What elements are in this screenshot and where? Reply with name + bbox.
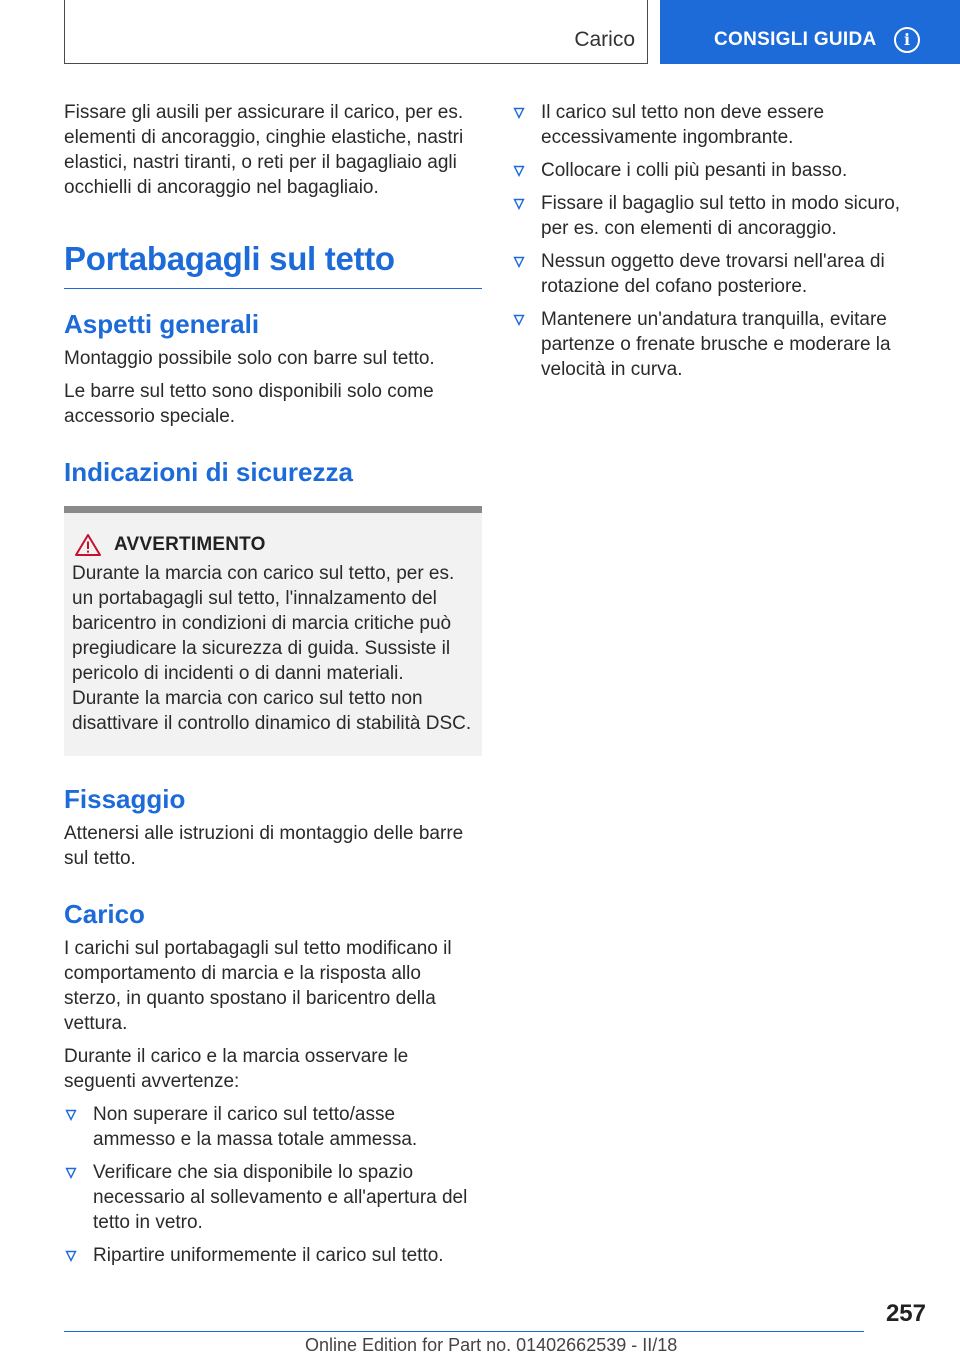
list-item [512,307,932,382]
warning-triangle-icon [74,533,102,557]
list-item [512,100,932,150]
bullet-text: Fissare il bagaglio sul tetto in modo sicuro, per es. con elementi di ancoraggio. [541,193,901,239]
warning-box [64,506,482,756]
bullet-triangle-icon [513,198,525,210]
bullet-text: Ripartire uniformemente il carico sul tetto. [93,1245,444,1266]
bullet-triangle-icon [513,165,525,177]
list-item [512,191,932,241]
bullet-triangle-icon [65,1109,77,1121]
fixing-paragraph: Attenersi alle istruzioni di montaggio delle barre sul tetto. [64,823,464,869]
bullet-triangle-icon [65,1250,77,1262]
bullet-triangle-icon [513,314,525,326]
bullet-triangle-icon [513,256,525,268]
bullet-text: Non superare il carico sul tetto/asse ammesso e la massa totale ammessa. [93,1104,418,1150]
bullet-triangle-icon [65,1167,77,1179]
list-item [512,158,932,183]
bullet-triangle-icon [513,107,525,119]
general-paragraph-1: Montaggio possibile solo con barre sul tetto. [64,348,435,369]
list-item [64,1243,482,1268]
list-item [64,1160,482,1235]
footer-edition: Online Edition for Part no. 01402662539 - II/18 [305,1335,678,1355]
warning-header [72,533,474,557]
header-chapter-title: CONSIGLI GUIDA [714,29,877,50]
warning-title: AVVERTIMENTO [114,534,266,555]
general-paragraph-2: Le barre sul tetto sono disponibili solo come accessorio speciale. [64,381,434,427]
header-section-box [64,0,648,64]
bullet-text: Mantenere un'andatura tranquilla, evitare partenze o frenate brusche e moderare la velocità in curva. [541,309,891,380]
intro-paragraph: Fissare gli ausili per assicurare il carico, per es. elementi di ancoraggio, cinghie elastiche, nastri elastici, nastri tiranti, o reti per il bagagliaio agli occhielli di ancoraggio nel bagagliaio. [64,102,464,198]
general-heading: Aspetti generali [64,309,260,339]
load-paragraph-1: I carichi sul portabagagli sul tetto modificano il comportamento di marcia e la risposta allo sterzo, in quanto spostano il baricentro della vettura. [64,938,452,1034]
info-icon[interactable]: i [894,27,920,53]
header-section-title: Carico [574,28,635,51]
bullet-text: Nessun oggetto deve trovarsi nell'area di rotazione del cofano posteriore. [541,251,885,297]
list-item [512,249,932,299]
page-number: 257 [885,1300,926,1327]
right-bullet-list [512,100,932,382]
load-heading: Carico [64,899,145,929]
bullet-text: Il carico sul tetto non deve essere eccessivamente ingombrante. [541,102,825,148]
left-bullet-list [64,1102,482,1268]
load-paragraph-2: Durante il carico e la marcia osservare le seguenti avvertenze: [64,1046,409,1092]
safety-heading: Indicazioni di sicurezza [64,457,353,487]
fixing-heading: Fissaggio [64,784,186,814]
list-item [64,1102,482,1152]
left-column [64,100,482,1276]
bullet-text: Collocare i colli più pesanti in basso. [541,160,848,181]
section-title: Portabagagli sul tetto [64,240,482,289]
bullet-text: Verificare che sia disponibile lo spazio necessario al sollevamento e all'apertura del tetto in vetro. [93,1162,468,1233]
right-column [512,100,932,390]
footer-divider [64,1331,864,1332]
warning-text: Durante la marcia con carico sul tetto, per es. un portabagagli sul tetto, l'innalzamento del baricentro in condizioni di marcia critiche può pregiudicare la sicurezza di guida. Sussiste il pericolo di incidenti o di danni materiali. Durante la marcia con carico sul tetto non disattivare il controllo dinamico di stabilità DSC. [72,563,472,734]
header-chapter-tab[interactable] [660,0,960,64]
